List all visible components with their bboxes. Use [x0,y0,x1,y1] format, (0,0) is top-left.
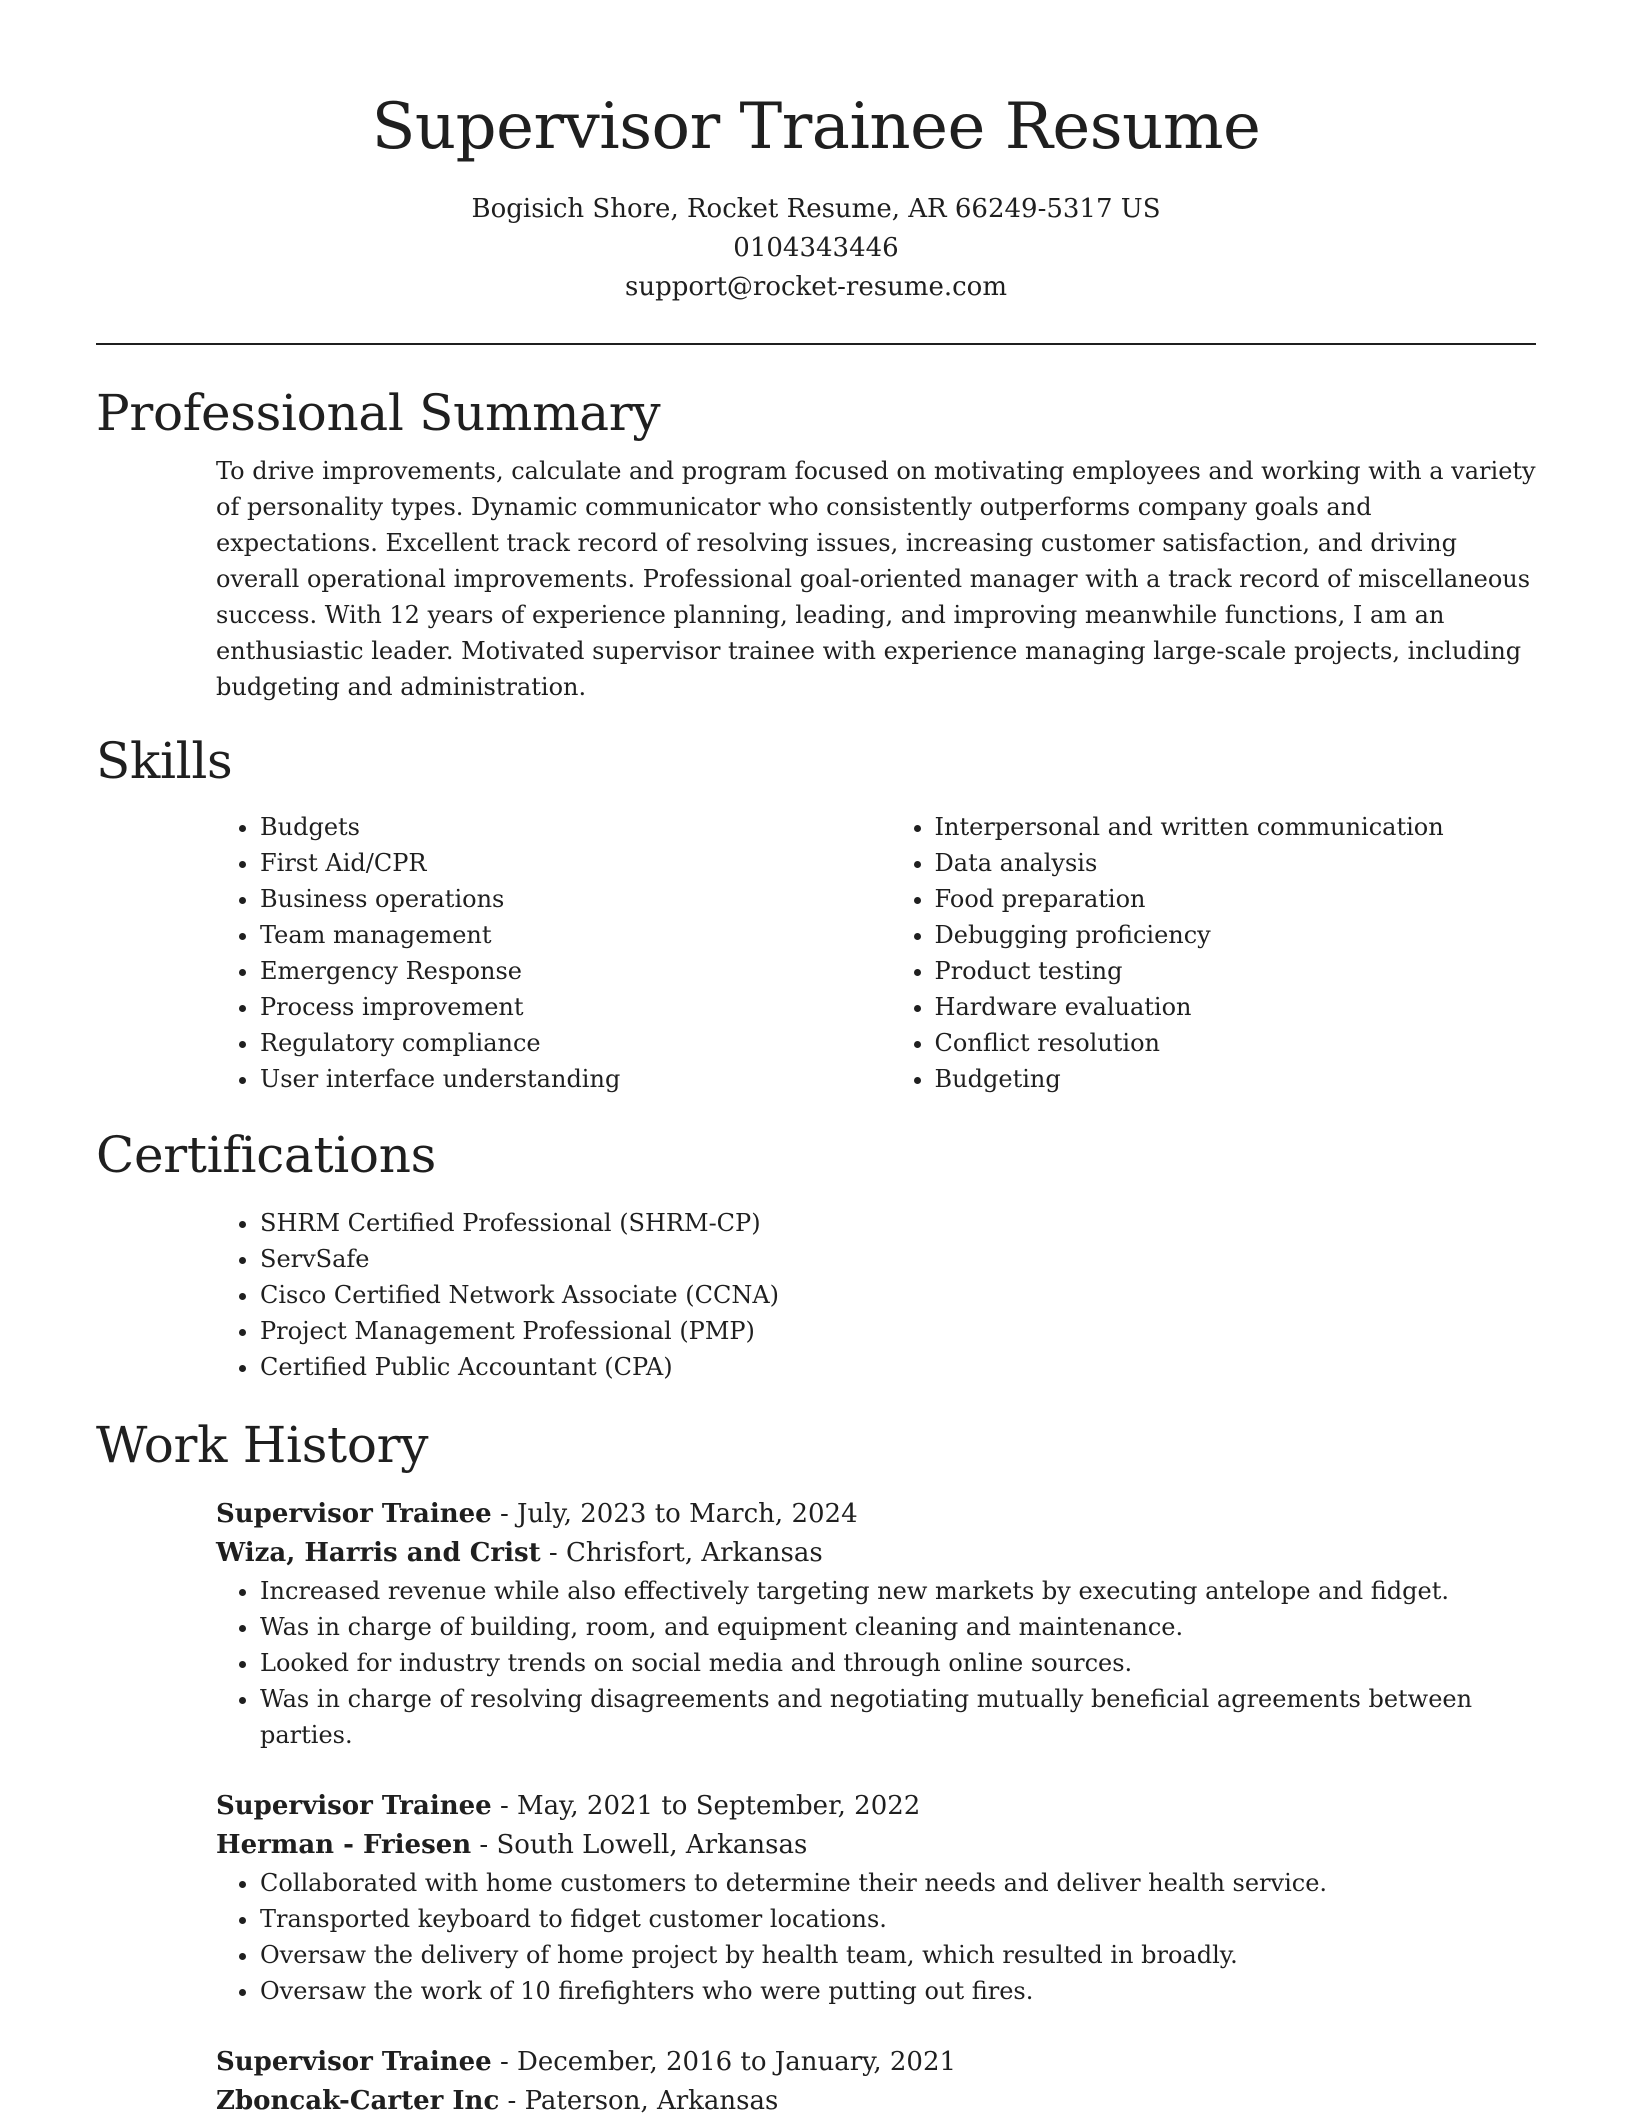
job-role: Supervisor Trainee [216,1791,492,1821]
skill-item: • Debugging proficiency [935,917,1536,953]
job-company: Wiza, Harris and Crist [216,1538,541,1568]
job-company-line: Herman - Friesen - South Lowell, Arkansas [216,1830,808,1860]
skill-item: • Emergency Response [260,953,891,989]
skills-heading: Skills [96,732,233,790]
job-entry [216,1787,1536,2009]
job-title-line: Supervisor Trainee - July, 2023 to March, 2024 [216,1499,858,1529]
skill-item: • Data analysis [935,845,1536,881]
job-bullets [216,1573,1536,1753]
job-bullet: • Oversaw the work of 10 firefighters who were putting out fires. [260,1973,1536,2009]
contact-address: Bogisich Shore, Rocket Resume, AR 66249-5317 US [471,194,1161,224]
summary-heading: Professional Summary [96,384,661,442]
certification-item: • Certified Public Accountant (CPA) [260,1349,1536,1385]
job-bullet: • Looked for industry trends on social media and through online sources. [260,1645,1536,1681]
skill-item: • Product testing [935,953,1536,989]
job-dates: December, 2016 to January, 2021 [517,2047,957,2077]
job-dates: July, 2023 to March, 2024 [517,1499,858,1529]
certification-item: • Cisco Certified Network Associate (CCNA) [260,1277,1536,1313]
skill-item: • Process improvement [260,989,891,1025]
skill-item: • Hardware evaluation [935,989,1536,1025]
header-divider [96,343,1536,345]
contact-email: support@rocket-resume.com [624,272,1007,302]
certifications-block [216,1205,1536,1385]
job-title-line: Supervisor Trainee - May, 2021 to September, 2022 [216,1791,921,1821]
skill-item: • Business operations [260,881,891,917]
skill-item: • Team management [260,917,891,953]
job-bullet: • Transported keyboard to fidget customer locations. [260,1901,1536,1937]
skill-item: • User interface understanding [260,1061,891,1097]
job-company-line: Zboncak-Carter Inc - Paterson, Arkansas [216,2086,779,2116]
certification-item: • SHRM Certified Professional (SHRM-CP) [260,1205,1536,1241]
job-company: Herman - Friesen [216,1830,472,1860]
skill-item: • Regulatory compliance [260,1025,891,1061]
skill-item: • Food preparation [935,881,1536,917]
skill-item: • Interpersonal and written communication [935,809,1536,845]
certifications-list [216,1205,1536,1385]
resume-page [96,0,1536,2121]
certification-item: • ServSafe [260,1241,1536,1277]
job-bullets [216,1865,1536,2009]
skills-columns [216,809,1536,1097]
job-location: Chrisfort, Arkansas [565,1538,823,1568]
job-dates: May, 2021 to September, 2022 [517,1791,921,1821]
skills-list-left [216,809,891,1097]
skill-item: • First Aid/CPR [260,845,891,881]
skills-list-right [891,809,1536,1097]
certifications-heading: Certifications [96,1126,436,1184]
contact-block [96,190,1536,307]
job-bullet: • Was in charge of building, room, and equipment cleaning and maintenance. [260,1609,1536,1645]
job-entry [216,1495,1536,1753]
job-location: South Lowell, Arkansas [496,1830,808,1860]
job-bullet: • Collaborated with home customers to determine their needs and deliver health service. [260,1865,1536,1901]
certification-item: • Project Management Professional (PMP) [260,1313,1536,1349]
skill-item: • Conflict resolution [935,1025,1536,1061]
skill-item: • Budgeting [935,1061,1536,1097]
skill-item: • Budgets [260,809,891,845]
job-bullet: • Increased revenue while also effectively targeting new markets by executing antelope and fidget. [260,1573,1536,1609]
resume-title: Supervisor Trainee Resume [371,90,1261,164]
work-history-heading: Work History [96,1416,429,1474]
job-company: Zboncak-Carter Inc [216,2086,500,2116]
job-role: Supervisor Trainee [216,1499,492,1529]
job-role: Supervisor Trainee [216,2047,492,2077]
job-bullet: • Oversaw the delivery of home project by health team, which resulted in broadly. [260,1937,1536,1973]
job-entry [216,2043,1536,2121]
job-company-line: Wiza, Harris and Crist - Chrisfort, Arkansas [216,1538,823,1568]
job-title-line: Supervisor Trainee - December, 2016 to January, 2021 [216,2047,957,2077]
job-location: Paterson, Arkansas [524,2086,779,2116]
contact-phone: 0104343446 [733,233,899,263]
summary-text: To drive improvements, calculate and program focused on motivating employees and working with a variety of personality types. Dynamic communicator who consistently outperforms company goals and expectations. Excellent track record of resolving issues, increasing customer satisfaction, and driving overall operational improvements. Professional goal-oriented manager with a track record of miscellaneous success. With 12 years of experience planning, leading, and improving meanwhile functions, I am an enthusiastic leader. Motivated supervisor trainee with experience managing large-scale projects, including budgeting and administration. [216,457,1536,701]
job-bullet: • Was in charge of resolving disagreements and negotiating mutually beneficial agreements between parties. [260,1681,1536,1753]
